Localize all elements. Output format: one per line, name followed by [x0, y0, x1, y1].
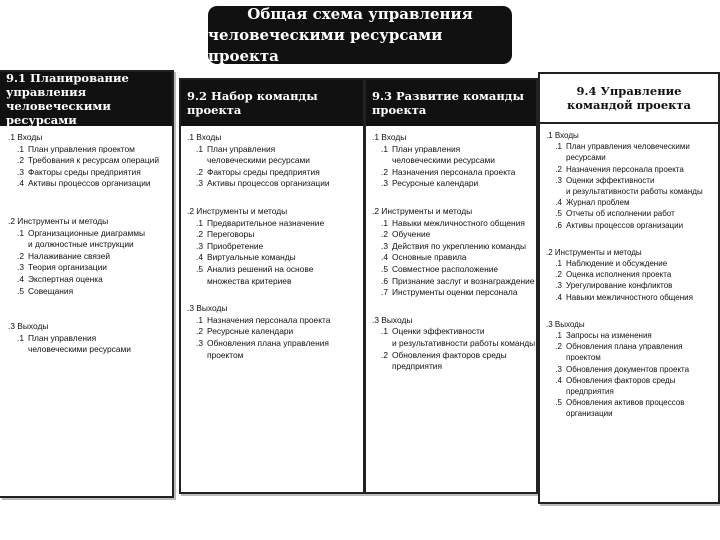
item-text: Факторы среды предприятия: [28, 166, 141, 177]
item-text: Обновления плана управления: [207, 337, 329, 348]
group-tools: [8, 216, 168, 297]
item-text: Факторы среды предприятия: [207, 166, 320, 177]
list-item: [546, 258, 714, 269]
item-text: Теория организации: [28, 262, 107, 273]
item-text: Запросы на изменения: [566, 331, 652, 341]
item-text: Ресурсные календари: [392, 178, 479, 189]
item-number: .2: [196, 166, 203, 177]
item-text: Урегулирование конфликтов: [566, 281, 673, 291]
list-item: [546, 164, 714, 175]
group-title: .3 Выходы: [8, 321, 49, 332]
column-body: [366, 126, 536, 387]
item-number: .1: [196, 314, 203, 325]
item-number: .3: [196, 178, 203, 189]
item-text: Совместное расположение: [392, 263, 499, 274]
list-item: [8, 286, 168, 298]
item-number: .3: [381, 240, 388, 251]
list-item: [8, 228, 168, 240]
column-header: [366, 80, 536, 126]
item-text: План управления проектом: [28, 143, 135, 154]
group-inputs: [372, 132, 532, 190]
item-number: .3: [17, 166, 24, 177]
list-item: [372, 252, 532, 264]
group-title: .1 Входы: [546, 131, 579, 140]
group-outputs: [187, 303, 359, 361]
list-item: [372, 275, 535, 288]
list-item: [187, 144, 359, 156]
process-column-9-2: [179, 78, 365, 494]
list-item: [187, 167, 359, 179]
group-title: .1 Входы: [372, 132, 407, 142]
item-number: .1: [381, 143, 388, 154]
list-item: [187, 326, 359, 338]
item-text-continued: множества критериев: [207, 275, 292, 286]
list-item: [372, 144, 532, 156]
item-text-continued: человеческими ресурсами: [28, 344, 131, 355]
group-outputs: [546, 319, 714, 420]
item-text-continued: человеческими ресурсами: [392, 155, 495, 166]
item-number: .5: [17, 285, 24, 296]
list-item: [372, 350, 532, 362]
item-number: .2: [381, 349, 388, 360]
group-title: .2 Инструменты и методы: [372, 205, 473, 216]
group-tools: [372, 205, 535, 299]
item-number: .2: [381, 166, 388, 177]
group-inputs: [187, 132, 359, 190]
list-item: [187, 315, 359, 327]
item-number: .4: [17, 178, 24, 189]
item-text: Ресурсные календари: [207, 326, 294, 337]
list-item: [546, 330, 714, 341]
item-text: План управления: [28, 332, 97, 343]
item-text-continued: человеческими ресурсами: [207, 155, 310, 166]
item-text: Инструменты оценки персонала: [392, 287, 518, 298]
list-item: [8, 274, 168, 286]
item-number: .3: [196, 337, 203, 348]
list-item: [546, 220, 714, 231]
item-number: .3: [17, 262, 24, 273]
item-text-continued: и должностные инструкции: [28, 239, 134, 250]
list-item: [372, 326, 532, 338]
list-item: [546, 292, 714, 303]
list-item: [8, 167, 168, 179]
item-number: .5: [555, 209, 562, 219]
group-title: .3 Выходы: [187, 303, 228, 314]
item-number: .1: [196, 143, 203, 154]
item-text: Наблюдение и обсуждение: [566, 259, 668, 269]
item-number: .5: [381, 263, 388, 274]
group-inputs: [546, 130, 714, 231]
title-line-1: Общая схема управления: [247, 4, 473, 23]
item-number: .2: [17, 250, 24, 261]
item-number: .7: [381, 287, 388, 298]
item-number: .2: [555, 270, 562, 280]
item-text-continued: и результативности работы команды: [566, 187, 703, 197]
list-item: [187, 252, 359, 264]
item-text: План управления: [392, 143, 461, 154]
list-item: [372, 218, 532, 230]
group-tools: [187, 206, 359, 287]
group-title: .2 Инструменты и методы: [546, 247, 642, 257]
item-number: .1: [555, 259, 562, 269]
item-number: .2: [196, 326, 203, 337]
list-item: [372, 167, 532, 179]
item-text: Журнал проблем: [566, 198, 630, 208]
item-text: План управления: [207, 143, 276, 154]
list-item: [8, 333, 168, 345]
group-outputs: [372, 314, 536, 373]
column-header: [540, 74, 718, 124]
item-text: Обновления факторов среды: [392, 349, 507, 360]
item-text: Обновления факторов среды: [566, 375, 676, 385]
item-text-continued: организации: [566, 409, 613, 419]
item-number: .4: [17, 273, 24, 284]
list-item: [546, 397, 714, 408]
item-number: .1: [381, 217, 388, 228]
item-number: .2: [555, 342, 562, 352]
list-item: [546, 141, 714, 152]
list-item: [372, 229, 532, 241]
item-number: .2: [196, 229, 203, 240]
item-number: .2: [381, 229, 388, 240]
column-header: [0, 72, 172, 126]
item-text: Требования к ресурсам операций: [28, 155, 159, 166]
list-item: [546, 269, 714, 280]
item-text: Совещания: [28, 285, 74, 296]
item-text: Навыки межличностного общения: [566, 292, 693, 302]
list-item: [8, 155, 168, 167]
list-item: [187, 178, 359, 190]
item-text: Активы процессов организации: [207, 178, 330, 189]
item-number: .1: [555, 142, 562, 152]
item-text: Обновления плана управления: [566, 342, 683, 352]
item-number: .3: [196, 240, 203, 251]
item-number: .3: [381, 178, 388, 189]
item-number: .1: [381, 326, 388, 337]
item-text: План управления человеческими: [566, 142, 690, 152]
column-header-line: 9.4 Управление: [576, 84, 682, 98]
item-text: Действия по укреплению команды: [392, 240, 527, 251]
diagram-title: [208, 6, 512, 64]
item-text: Предварительное назначение: [207, 217, 325, 228]
column-header-line: человеческими ресурсами: [6, 99, 111, 127]
item-text-continued: предприятия: [392, 361, 443, 372]
item-text: Назначения персонала проекта: [207, 314, 331, 325]
list-item: [546, 175, 714, 186]
item-text: Виртуальные команды: [207, 252, 296, 263]
item-text: Приобретение: [207, 240, 264, 251]
list-item: [546, 280, 714, 291]
item-number: .2: [555, 164, 562, 174]
column-header: [181, 80, 363, 126]
item-text-continued: проектом: [566, 353, 601, 363]
list-item: [372, 287, 532, 299]
item-text: Обновления активов процессов: [566, 398, 685, 408]
list-item: [372, 178, 532, 190]
column-header-line: 9.3 Развитие команды проекта: [372, 89, 524, 117]
item-text: Отчеты об исполнении работ: [566, 209, 675, 219]
item-text-continued: предприятия: [566, 387, 614, 397]
list-item: [187, 218, 359, 230]
list-item: [8, 144, 168, 156]
column-header-line: 9.2 Набор команды проекта: [187, 89, 318, 117]
item-number: .1: [17, 332, 24, 343]
item-number: .5: [196, 263, 203, 274]
column-body: [0, 126, 172, 370]
item-number: .4: [555, 292, 562, 302]
item-number: .4: [196, 252, 203, 263]
process-column-9-3: [364, 78, 538, 494]
item-number: .6: [381, 275, 388, 286]
item-text: Оценки эффективности: [566, 175, 655, 185]
list-item: [546, 197, 714, 208]
item-number: .4: [555, 375, 562, 385]
column-body: [540, 124, 718, 434]
item-text: Обновления документов проекта: [566, 364, 690, 374]
group-tools: [546, 247, 714, 303]
item-text: Экспертная оценка: [28, 273, 103, 284]
list-item: [372, 241, 532, 253]
list-item: [187, 241, 359, 253]
item-text-continued: ресурсами: [566, 153, 606, 163]
item-number: .3: [555, 281, 562, 291]
title-line-2: человеческими ресурсами проекта: [208, 25, 443, 65]
group-title: .3 Выходы: [546, 319, 585, 329]
item-number: .1: [555, 331, 562, 341]
column-header-line: 9.1 Планирование управления: [6, 71, 129, 99]
item-number: .3: [555, 175, 562, 185]
item-text: Активы процессов организации: [28, 178, 151, 189]
group-title: .2 Инструменты и методы: [8, 215, 109, 226]
list-item: [8, 251, 168, 263]
group-title: .1 Входы: [187, 132, 222, 142]
group-inputs: [8, 132, 168, 190]
list-item: [8, 262, 168, 274]
item-text: Оценка исполнения проекта: [566, 270, 672, 280]
list-item: [546, 375, 714, 386]
item-number: .5: [555, 398, 562, 408]
item-text: Оценки эффективности: [392, 326, 485, 337]
item-text: Назначения персонала проекта: [566, 164, 684, 174]
item-text: Обучение: [392, 229, 431, 240]
list-item: [187, 338, 359, 350]
list-item: [546, 208, 714, 219]
item-text: Анализ решений на основе: [207, 263, 314, 274]
group-outputs: [8, 321, 168, 356]
item-text-continued: и результативности работы команды: [392, 337, 536, 348]
list-item: [8, 178, 168, 190]
item-text: Налаживание связей: [28, 250, 110, 261]
list-item: [546, 341, 714, 352]
item-text: Переговоры: [207, 229, 255, 240]
item-number: .2: [17, 155, 24, 166]
group-title: .1 Входы: [8, 132, 43, 142]
item-text: Организационные диаграммы: [28, 227, 146, 238]
item-number: .1: [196, 217, 203, 228]
list-item: [546, 364, 714, 375]
process-column-9-4: [538, 72, 720, 504]
item-text: Назначения персонала проекта: [392, 166, 516, 177]
item-text-continued: проектом: [207, 349, 244, 360]
process-column-9-1: [0, 70, 174, 498]
column-header-line: командой проекта: [566, 98, 692, 112]
column-body: [181, 126, 363, 375]
item-text: Основные правила: [392, 252, 467, 263]
item-number: .1: [17, 227, 24, 238]
list-item: [187, 264, 359, 276]
item-number: .6: [555, 220, 562, 230]
group-title: .3 Выходы: [372, 314, 413, 325]
item-number: .1: [17, 143, 24, 154]
item-text: Признание заслуг и вознаграждение: [392, 275, 535, 286]
list-item: [372, 264, 532, 276]
item-text: Навыки межличностного общения: [392, 217, 525, 228]
list-item: [187, 229, 359, 241]
item-number: .4: [381, 252, 388, 263]
item-number: .3: [555, 364, 562, 374]
item-number: .4: [555, 198, 562, 208]
group-title: .2 Инструменты и методы: [187, 205, 288, 216]
item-text: Активы процессов организации: [566, 220, 684, 230]
